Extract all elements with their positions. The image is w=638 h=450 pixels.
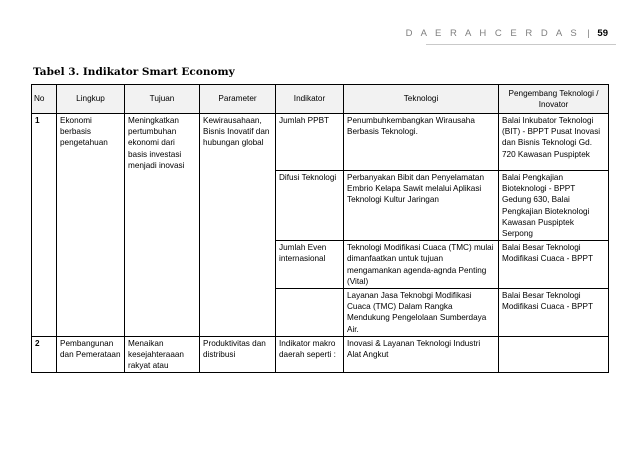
row-number: 2 bbox=[32, 336, 57, 373]
cell-indikator: Indikator makro daerah seperti : bbox=[276, 336, 344, 373]
cell-pengembang: Balai Besar Teknologi Modifikasi Cuaca - BPPT bbox=[499, 289, 609, 337]
table-row bbox=[32, 114, 609, 171]
cell-indikator bbox=[276, 289, 344, 337]
table-row bbox=[32, 336, 609, 373]
table-header-row bbox=[32, 85, 609, 114]
cell-indikator: Jumlah PPBT bbox=[276, 114, 344, 171]
cell-tujuan: Meningkatkan pertumbuhan ekonomi dari basis investasi menjadi inovasi bbox=[125, 114, 200, 337]
header-rule bbox=[426, 44, 616, 45]
page-number: 59 bbox=[597, 28, 608, 39]
cell-pengembang: Balai Inkubator Teknologi (BIT) - BPPT Pusat Inovasi dan Bisnis Teknologi Gd. 720 Kawasan Puspiptek bbox=[499, 114, 609, 171]
row-number: 1 bbox=[32, 114, 57, 337]
cell-parameter: Produktivitas dan distribusi bbox=[200, 336, 276, 373]
cell-pengembang bbox=[499, 336, 609, 373]
cell-tujuan: Menaikan kesejahteraaan rakyat atau bbox=[125, 336, 200, 373]
cell-teknologi: Perbanyakan Bibit dan Penyelamatan Embrio Kelapa Sawit melalui Aplikasi Teknologi Kultur Jaringan bbox=[344, 171, 499, 241]
cell-teknologi: Layanan Jasa Teknobgi Modifikasi Cuaca (TMC) Dalam Rangka Mendukung Pengelolaan Sumberdaya Air. bbox=[344, 289, 499, 337]
indicator-table bbox=[31, 84, 609, 373]
cell-lingkup: Pembangunan dan Pemerataan bbox=[57, 336, 125, 373]
header-lingkup: Lingkup bbox=[57, 85, 125, 114]
cell-pengembang: Balai Pengkajian Bioteknologi - BPPT Gedung 630, Balai Pengkajian Bioteknologi Kawasan Puspiptek Serpong bbox=[499, 171, 609, 241]
cell-indikator: Jumlah Even internasional bbox=[276, 241, 344, 289]
header-pengembang: Pengembang Teknologi / Inovator bbox=[499, 85, 609, 114]
header-separator: | bbox=[587, 28, 590, 39]
cell-indikator: Difusi Teknologi bbox=[276, 171, 344, 241]
header-indikator: Indikator bbox=[276, 85, 344, 114]
section-title: D A E R A H C E R D A S bbox=[405, 28, 580, 39]
page-header bbox=[406, 28, 608, 39]
header-tujuan: Tujuan bbox=[125, 85, 200, 114]
cell-teknologi: Teknologi Modifikasi Cuaca (TMC) mulai dimanfaatkan untuk tujuan mengamankan agenda-agnda Penting (Vital) bbox=[344, 241, 499, 289]
header-teknologi: Teknologi bbox=[344, 85, 499, 114]
cell-teknologi: Inovasi & Layanan Teknologi Industri Alat Angkut bbox=[344, 336, 499, 373]
header-parameter: Parameter bbox=[200, 85, 276, 114]
cell-pengembang: Balai Besar Teknologi Modifikasi Cuaca - BPPT bbox=[499, 241, 609, 289]
table-caption: Tabel 3. Indikator Smart Economy bbox=[33, 66, 235, 78]
cell-teknologi: Penumbuhkembangkan Wirausaha Berbasis Teknologi. bbox=[344, 114, 499, 171]
header-no: No bbox=[32, 85, 57, 114]
cell-lingkup: Ekonomi berbasis pengetahuan bbox=[57, 114, 125, 337]
cell-parameter: Kewirausahaan, Bisnis Inovatif dan hubungan global bbox=[200, 114, 276, 337]
